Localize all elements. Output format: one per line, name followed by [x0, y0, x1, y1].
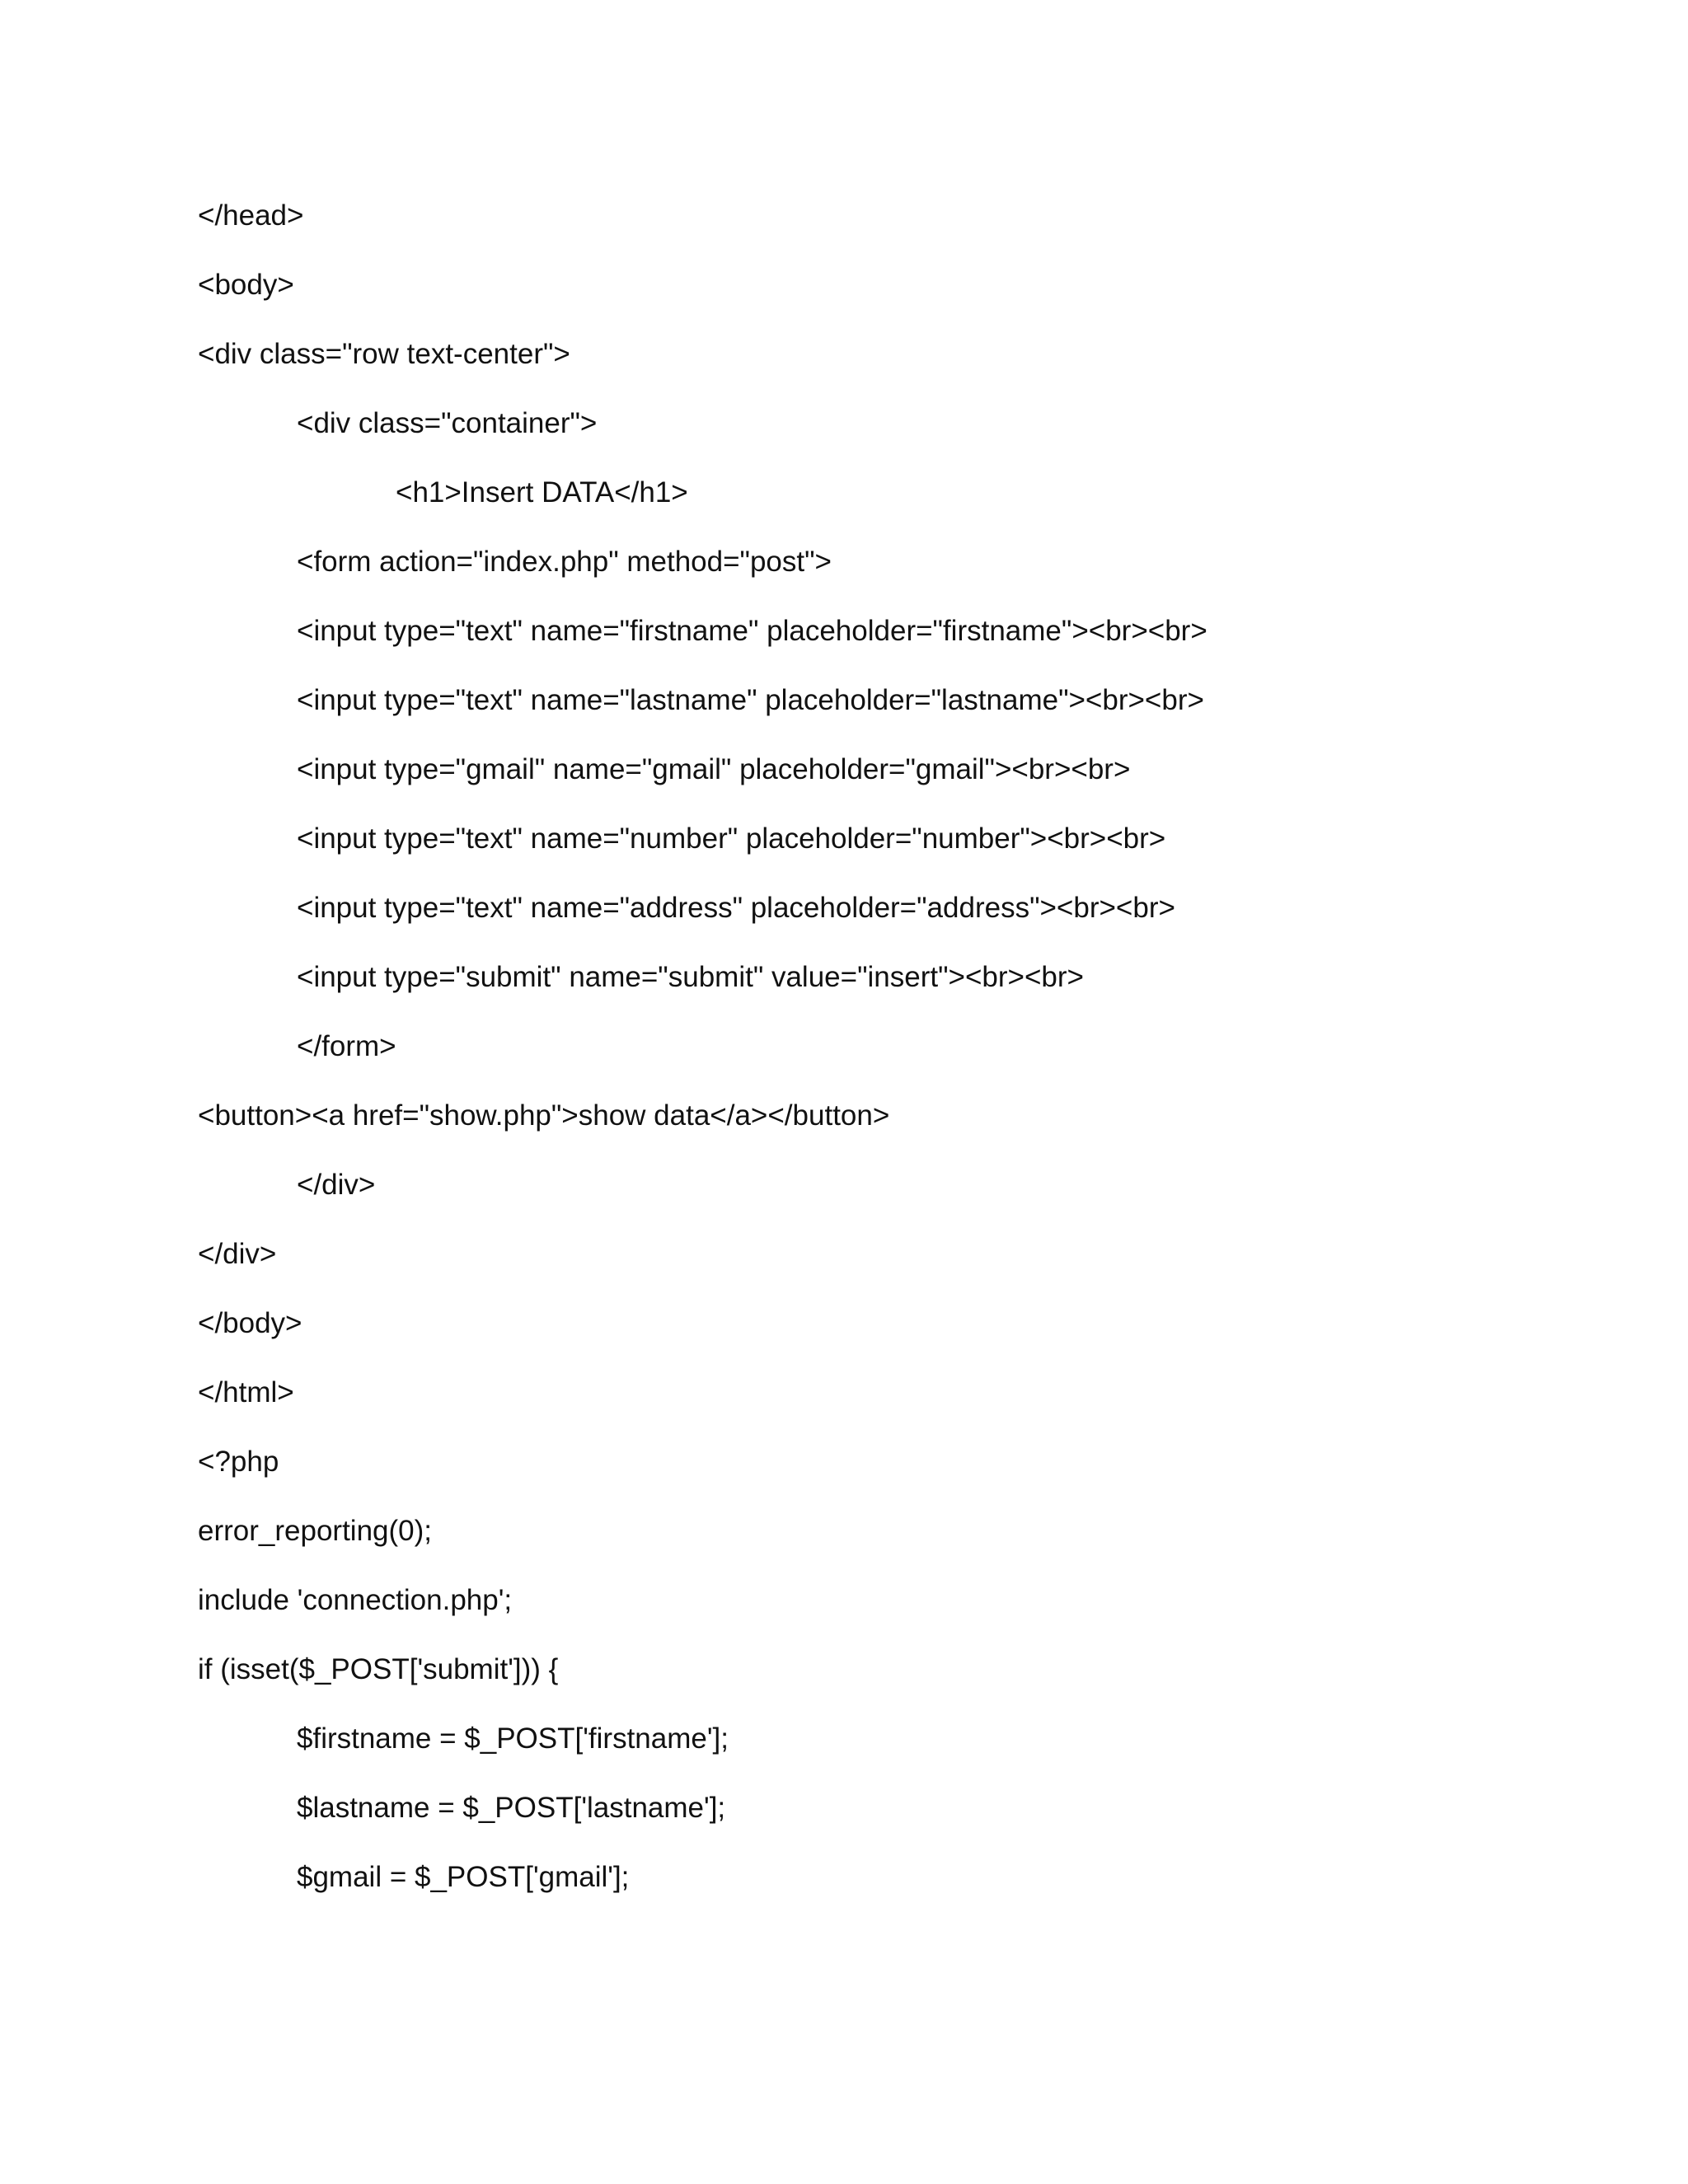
- code-line-row-close: </div>: [198, 1238, 277, 1270]
- code-line-php-open: <?php: [198, 1446, 279, 1478]
- code-line-input-address: <input type="text" name="address" placeholder="address"><br><br>: [297, 892, 1175, 924]
- code-line-body-close: </body>: [198, 1307, 302, 1339]
- code-line-gmail-var: $gmail = $_POST['gmail'];: [297, 1861, 630, 1893]
- code-line-container-close: </div>: [297, 1169, 376, 1201]
- code-line-h1: <h1>Insert DATA</h1>: [396, 476, 688, 509]
- code-line-button: <button><a href="show.php">show data</a></button>: [198, 1099, 890, 1132]
- code-line-form-close: </form>: [297, 1030, 396, 1062]
- code-line-error-reporting: error_reporting(0);: [198, 1515, 432, 1547]
- code-line-lastname-var: $lastname = $_POST['lastname'];: [297, 1792, 726, 1824]
- code-line-html-close: </html>: [198, 1376, 294, 1408]
- code-line-container-div: <div class="container">: [297, 407, 598, 439]
- code-line-form-open: <form action="index.php" method="post">: [297, 546, 832, 578]
- code-line-input-number: <input type="text" name="number" placeholder="number"><br><br>: [297, 823, 1166, 855]
- code-line-input-submit: <input type="submit" name="submit" value="insert"><br><br>: [297, 961, 1084, 993]
- code-line-firstname-var: $firstname = $_POST['firstname'];: [297, 1722, 729, 1755]
- code-line-if-isset: if (isset($_POST['submit'])) {: [198, 1653, 559, 1685]
- code-line-body-open: <body>: [198, 269, 294, 301]
- code-line-input-lastname: <input type="text" name="lastname" placeholder="lastname"><br><br>: [297, 684, 1204, 716]
- code-line-input-firstname: <input type="text" name="firstname" placeholder="firstname"><br><br>: [297, 615, 1207, 647]
- code-line-head-close: </head>: [198, 199, 304, 232]
- code-line-include: include 'connection.php';: [198, 1584, 513, 1616]
- code-line-row-div: <div class="row text-center">: [198, 338, 570, 370]
- code-line-input-gmail: <input type="gmail" name="gmail" placeholder="gmail"><br><br>: [297, 753, 1131, 785]
